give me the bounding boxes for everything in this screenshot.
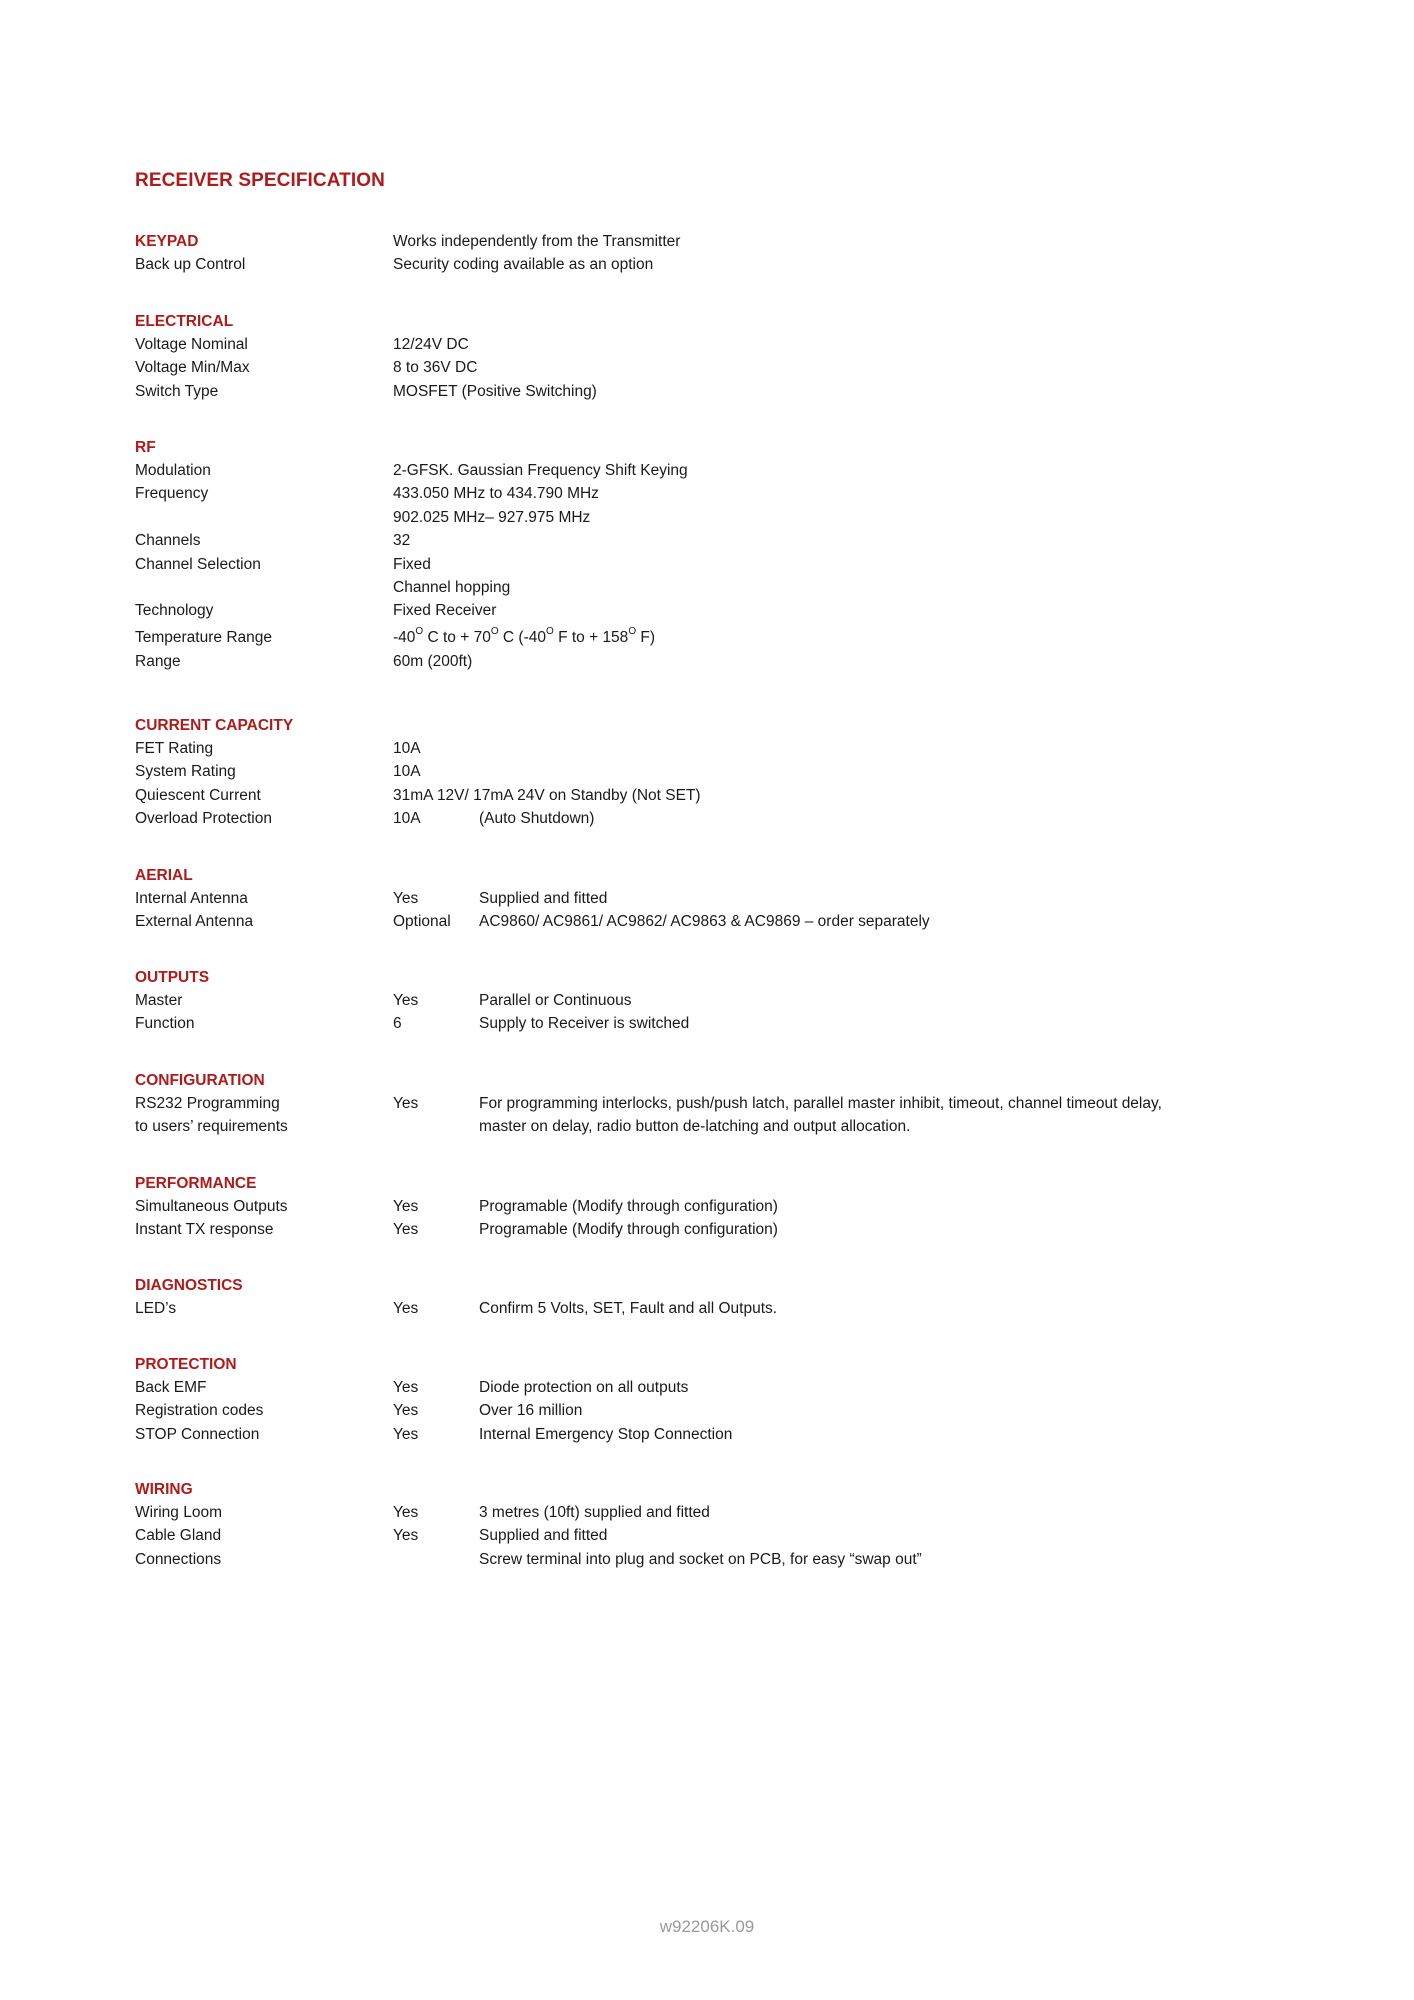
spec-row	[135, 482, 1335, 505]
spec-value: Yes	[393, 1379, 419, 1396]
spec-label: Master	[135, 992, 183, 1009]
spec-row	[135, 380, 1335, 403]
spec-row	[135, 1501, 1335, 1524]
spec-label: Range	[135, 652, 181, 670]
spec-label: Channel Selection	[135, 555, 261, 573]
spec-row	[135, 230, 1335, 253]
section-heading: DIAGNOSTICS	[135, 1277, 243, 1294]
spec-row	[135, 887, 1335, 910]
spec-value: 10A	[393, 763, 421, 781]
spec-value: 60m (200ft)	[393, 652, 473, 670]
spec-value: Yes	[393, 890, 419, 907]
spec-value: Channel hopping	[393, 578, 511, 596]
spec-row	[135, 989, 1335, 1012]
spec-value: 2-GFSK. Gaussian Frequency Shift Keying	[393, 462, 688, 479]
spec-value: 10A	[393, 740, 421, 757]
spec-label: FET Rating	[135, 740, 214, 757]
section-current-capacity	[135, 714, 1335, 831]
spec-label: External Antenna	[135, 913, 254, 931]
temp-part: C to + 70	[423, 628, 491, 646]
spec-value: Works independently from the Transmitter	[393, 233, 681, 250]
spec-row	[135, 553, 1335, 576]
spec-label: Simultaneous Outputs	[135, 1198, 288, 1215]
section-heading: KEYPAD	[135, 233, 199, 250]
section-heading: CONFIGURATION	[135, 1072, 265, 1089]
spec-value: Optional	[393, 913, 451, 931]
spec-label: Switch Type	[135, 382, 219, 400]
spec-value: Yes	[393, 1402, 419, 1420]
spec-value: 10A	[393, 810, 421, 828]
spec-value: 8 to 36V DC	[393, 359, 478, 377]
section-heading: PROTECTION	[135, 1356, 237, 1373]
spec-value: Yes	[393, 1425, 419, 1443]
section-heading: ELECTRICAL	[135, 313, 234, 330]
spec-value: 902.025 MHz– 927.975 MHz	[393, 508, 591, 526]
section-heading: WIRING	[135, 1481, 193, 1498]
spec-value: Security coding available as an option	[393, 256, 654, 274]
spec-value: Yes	[393, 1095, 419, 1112]
spec-row	[135, 1092, 1335, 1115]
spec-value: Yes	[393, 1504, 419, 1521]
spec-note: Parallel or Continuous	[479, 992, 632, 1009]
spec-label: Cable Gland	[135, 1527, 222, 1545]
spec-label: Connections	[135, 1550, 222, 1568]
spec-note: Programable (Modify through configuration)	[479, 1198, 778, 1215]
spec-row	[135, 1297, 1335, 1320]
spec-row	[135, 599, 1335, 622]
spec-row	[135, 807, 1335, 830]
document-code-footer: w92206K.09	[659, 1917, 755, 1936]
spec-label: LED’s	[135, 1300, 177, 1317]
spec-note: Supply to Receiver is switched	[479, 1015, 690, 1033]
section-protection	[135, 1353, 1335, 1446]
spec-label: Function	[135, 1015, 195, 1033]
spec-row	[135, 910, 1335, 933]
spec-row	[135, 356, 1335, 379]
degree-mark: O	[490, 625, 499, 637]
section-heading: PERFORMANCE	[135, 1175, 257, 1192]
section-wiring	[135, 1478, 1335, 1571]
spec-note: Supplied and fitted	[479, 1527, 608, 1545]
spec-note: master on delay, radio button de-latching and output allocation.	[479, 1118, 911, 1136]
spec-note: Programable (Modify through configuration)	[479, 1221, 778, 1239]
spec-label: Technology	[135, 602, 214, 620]
temp-part: F)	[636, 628, 656, 646]
spec-label: Frequency	[135, 485, 209, 503]
spec-label: Internal Antenna	[135, 890, 248, 907]
spec-label: to users’ requirements	[135, 1118, 288, 1136]
spec-row-temperature	[135, 623, 1335, 650]
spec-row	[135, 1524, 1335, 1547]
section-heading: RF	[135, 439, 156, 456]
degree-mark: O	[628, 625, 637, 637]
section-outputs	[135, 966, 1335, 1036]
spec-note: For programming interlocks, push/push latch, parallel master inhibit, timeout, channel timeout delay,	[479, 1095, 1162, 1112]
spec-row	[135, 576, 1335, 599]
spec-value: Fixed	[393, 555, 431, 573]
page-title: RECEIVER SPECIFICATION	[135, 170, 385, 191]
temp-part: C (-40	[498, 628, 546, 646]
section-configuration	[135, 1069, 1335, 1139]
spec-note: Supplied and fitted	[479, 890, 608, 907]
degree-mark: O	[415, 625, 424, 637]
section-heading: CURRENT CAPACITY	[135, 717, 294, 734]
spec-value: 12/24V DC	[393, 336, 469, 353]
spec-value: Yes	[393, 992, 419, 1009]
spec-label: Overload Protection	[135, 810, 272, 828]
spec-label: Voltage Nominal	[135, 336, 248, 353]
section-heading: OUTPUTS	[135, 969, 210, 986]
spec-row	[135, 529, 1335, 552]
spec-row	[135, 253, 1335, 276]
temp-part: F to + 158	[553, 628, 629, 646]
spec-value: Yes	[393, 1198, 419, 1215]
temp-part: -40	[393, 628, 416, 646]
spec-row	[135, 760, 1335, 783]
spec-row	[135, 1399, 1335, 1422]
spec-label: Instant TX response	[135, 1221, 274, 1239]
spec-note: Confirm 5 Volts, SET, Fault and all Outputs.	[479, 1300, 778, 1317]
spec-note: Diode protection on all outputs	[479, 1379, 689, 1396]
spec-value: 433.050 MHz to 434.790 MHz	[393, 485, 599, 503]
spec-value: Yes	[393, 1300, 419, 1317]
spec-value: 31mA 12V/ 17mA 24V on Standby (Not SET)	[393, 786, 701, 804]
spec-note: 3 metres (10ft) supplied and fitted	[479, 1504, 710, 1521]
spec-value: MOSFET (Positive Switching)	[393, 382, 597, 400]
spec-row	[135, 1376, 1335, 1399]
spec-row	[135, 1218, 1335, 1241]
spec-row	[135, 784, 1335, 807]
spec-label: Quiescent Current	[135, 786, 261, 804]
spec-row	[135, 1012, 1335, 1035]
spec-row	[135, 1195, 1335, 1218]
spec-row	[135, 506, 1335, 529]
spec-label: Wiring Loom	[135, 1504, 222, 1521]
spec-label: Modulation	[135, 462, 211, 479]
spec-note: Screw terminal into plug and socket on PCB, for easy “swap out”	[479, 1550, 922, 1568]
section-diagnostics	[135, 1274, 1335, 1320]
spec-value: 32	[393, 532, 411, 550]
spec-label: Back up Control	[135, 256, 246, 274]
spec-row	[135, 650, 1335, 673]
spec-note: Over 16 million	[479, 1402, 583, 1420]
spec-label: System Rating	[135, 763, 236, 781]
spec-row	[135, 1423, 1335, 1446]
section-electrical	[135, 310, 1335, 403]
section-heading: AERIAL	[135, 867, 193, 884]
section-rf	[135, 436, 1335, 673]
section-performance	[135, 1172, 1335, 1242]
spec-row	[135, 459, 1335, 482]
section-aerial	[135, 864, 1335, 934]
spec-note: (Auto Shutdown)	[479, 810, 595, 828]
spec-row	[135, 1548, 1335, 1571]
spec-note: AC9860/ AC9861/ AC9862/ AC9863 & AC9869 – order separately	[479, 913, 930, 931]
spec-label: Voltage Min/Max	[135, 359, 250, 377]
spec-row	[135, 333, 1335, 356]
spec-value: 6	[393, 1015, 402, 1033]
spec-label: Registration codes	[135, 1402, 264, 1420]
spec-label: Temperature Range	[135, 628, 272, 646]
spec-row	[135, 737, 1335, 760]
spec-label: Back EMF	[135, 1379, 207, 1396]
spec-label: Channels	[135, 532, 201, 550]
spec-note: Internal Emergency Stop Connection	[479, 1425, 733, 1443]
degree-mark: O	[545, 625, 554, 637]
section-keypad	[135, 230, 1335, 277]
spec-value: Yes	[393, 1221, 419, 1239]
temperature-value	[393, 623, 655, 653]
spec-row	[135, 1115, 1335, 1138]
spec-label: RS232 Programming	[135, 1095, 280, 1112]
spec-value: Yes	[393, 1527, 419, 1545]
spec-label: STOP Connection	[135, 1425, 260, 1443]
spec-value: Fixed Receiver	[393, 602, 497, 620]
